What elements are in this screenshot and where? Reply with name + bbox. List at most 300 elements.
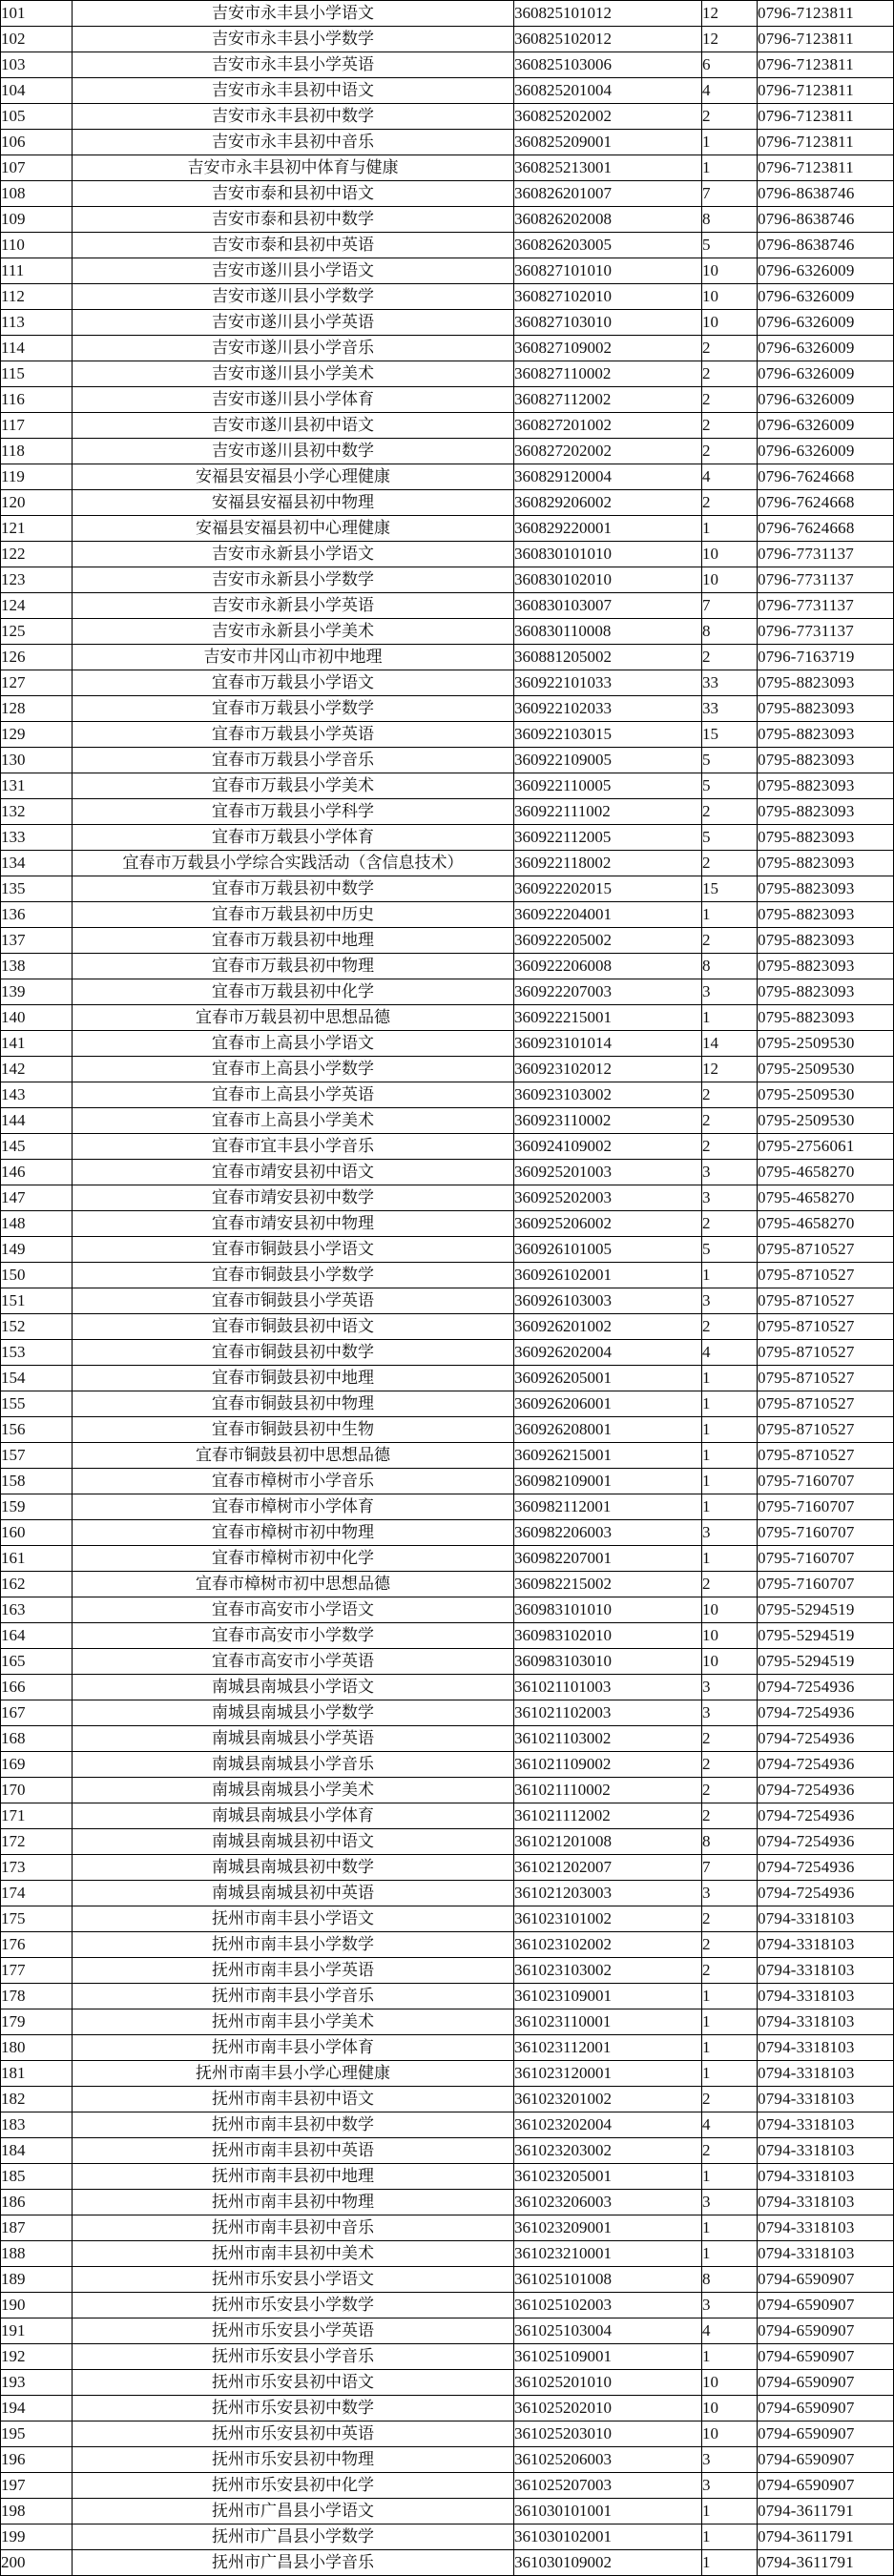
table-row — [1, 542, 894, 567]
table-row — [1, 1932, 894, 1958]
position-code: 360922111002 — [514, 799, 702, 825]
position-name: 宜春市万载县初中历史 — [73, 902, 514, 928]
hiring-count: 1 — [702, 516, 758, 542]
position-code: 361030102001 — [514, 2524, 702, 2550]
row-number: 117 — [1, 413, 73, 439]
table-row — [1, 567, 894, 593]
position-code: 360827112002 — [514, 387, 702, 413]
row-number: 191 — [1, 2318, 73, 2344]
row-number: 136 — [1, 902, 73, 928]
position-name: 抚州市广昌县小学数学 — [73, 2524, 514, 2550]
table-row — [1, 1881, 894, 1906]
row-number: 127 — [1, 670, 73, 696]
hiring-count: 10 — [702, 2370, 758, 2396]
table-row — [1, 2499, 894, 2524]
position-code: 361021101003 — [514, 1675, 702, 1700]
contact-phone: 0795-4658270 — [758, 1185, 894, 1211]
contact-phone: 0796-6326009 — [758, 258, 894, 284]
hiring-count: 15 — [702, 876, 758, 902]
contact-phone: 0795-8823093 — [758, 876, 894, 902]
position-name: 抚州市南丰县初中地理 — [73, 2164, 514, 2190]
hiring-count: 10 — [702, 542, 758, 567]
contact-phone: 0794-6590907 — [758, 2447, 894, 2473]
position-code: 360825201004 — [514, 78, 702, 104]
row-number: 182 — [1, 2087, 73, 2112]
hiring-count: 2 — [702, 1906, 758, 1932]
table-row — [1, 387, 894, 413]
contact-phone: 0795-8823093 — [758, 954, 894, 979]
contact-phone: 0796-7624668 — [758, 490, 894, 516]
contact-phone: 0795-7160707 — [758, 1546, 894, 1572]
row-number: 140 — [1, 1005, 73, 1031]
contact-phone: 0795-8823093 — [758, 748, 894, 773]
hiring-count: 4 — [702, 78, 758, 104]
position-code: 360926101005 — [514, 1237, 702, 1263]
table-row — [1, 233, 894, 258]
position-name: 抚州市南丰县小学美术 — [73, 2009, 514, 2035]
position-name: 吉安市永新县小学数学 — [73, 567, 514, 593]
position-name: 抚州市南丰县初中美术 — [73, 2241, 514, 2267]
position-code: 360826202008 — [514, 207, 702, 233]
contact-phone: 0796-6326009 — [758, 413, 894, 439]
table-row — [1, 1623, 894, 1649]
contact-phone: 0795-8710527 — [758, 1417, 894, 1443]
hiring-count: 2 — [702, 851, 758, 876]
table-row — [1, 2112, 894, 2138]
contact-phone: 0795-2509530 — [758, 1082, 894, 1108]
position-code: 360825103006 — [514, 52, 702, 78]
table-row — [1, 27, 894, 52]
table-row — [1, 1057, 894, 1082]
contact-phone: 0795-8710527 — [758, 1391, 894, 1417]
row-number: 128 — [1, 696, 73, 722]
hiring-count: 3 — [702, 1288, 758, 1314]
position-name: 宜春市万载县小学语文 — [73, 670, 514, 696]
contact-phone: 0796-7123811 — [758, 130, 894, 155]
position-name: 南城县南城县小学美术 — [73, 1778, 514, 1803]
table-row — [1, 722, 894, 748]
row-number: 158 — [1, 1469, 73, 1494]
position-name: 南城县南城县小学语文 — [73, 1675, 514, 1700]
position-name: 吉安市泰和县初中数学 — [73, 207, 514, 233]
table-row — [1, 78, 894, 104]
position-code: 361025203010 — [514, 2421, 702, 2447]
table-row — [1, 2344, 894, 2370]
contact-phone: 0794-6590907 — [758, 2267, 894, 2293]
table-row — [1, 258, 894, 284]
table-row — [1, 1134, 894, 1160]
position-code: 361023203002 — [514, 2138, 702, 2164]
row-number: 123 — [1, 567, 73, 593]
hiring-count: 1 — [702, 2164, 758, 2190]
position-name: 抚州市乐安县初中化学 — [73, 2473, 514, 2499]
table-row — [1, 2293, 894, 2318]
row-number: 147 — [1, 1185, 73, 1211]
position-code: 361025201010 — [514, 2370, 702, 2396]
row-number: 104 — [1, 78, 73, 104]
table-row — [1, 2370, 894, 2396]
row-number: 183 — [1, 2112, 73, 2138]
contact-phone: 0796-7123811 — [758, 78, 894, 104]
contact-phone: 0794-3318103 — [758, 2190, 894, 2215]
table-row — [1, 1984, 894, 2009]
position-name: 吉安市遂川县小学语文 — [73, 258, 514, 284]
table-row — [1, 490, 894, 516]
table-row — [1, 2267, 894, 2293]
contact-phone: 0794-3318103 — [758, 2241, 894, 2267]
position-code: 360983102010 — [514, 1623, 702, 1649]
position-code: 360983101010 — [514, 1597, 702, 1623]
position-code: 360922205002 — [514, 928, 702, 954]
position-name: 吉安市遂川县小学数学 — [73, 284, 514, 310]
table-row — [1, 1288, 894, 1314]
position-name: 吉安市永新县小学英语 — [73, 593, 514, 619]
row-number: 131 — [1, 773, 73, 799]
row-number: 107 — [1, 155, 73, 181]
row-number: 173 — [1, 1855, 73, 1881]
contact-phone: 0795-2756061 — [758, 1134, 894, 1160]
hiring-count: 10 — [702, 567, 758, 593]
row-number: 168 — [1, 1726, 73, 1752]
contact-phone: 0794-3611791 — [758, 2524, 894, 2550]
position-name: 宜春市万载县小学数学 — [73, 696, 514, 722]
contact-phone: 0795-8710527 — [758, 1340, 894, 1366]
row-number: 129 — [1, 722, 73, 748]
row-number: 179 — [1, 2009, 73, 2035]
hiring-count: 2 — [702, 439, 758, 464]
table-row — [1, 1803, 894, 1829]
position-name: 抚州市南丰县小学音乐 — [73, 1984, 514, 2009]
table-row — [1, 1, 894, 27]
table-row — [1, 1572, 894, 1597]
position-code: 361025109001 — [514, 2344, 702, 2370]
position-name: 吉安市永丰县初中语文 — [73, 78, 514, 104]
position-name: 吉安市永丰县初中音乐 — [73, 130, 514, 155]
hiring-count: 5 — [702, 748, 758, 773]
contact-phone: 0795-4658270 — [758, 1211, 894, 1237]
position-code: 360826201007 — [514, 181, 702, 207]
position-code: 360926103003 — [514, 1288, 702, 1314]
position-code: 360982207001 — [514, 1546, 702, 1572]
position-code: 361030101001 — [514, 2499, 702, 2524]
position-name: 吉安市永丰县初中体育与健康 — [73, 155, 514, 181]
row-number: 113 — [1, 310, 73, 336]
position-code: 360830102010 — [514, 567, 702, 593]
contact-phone: 0796-7731137 — [758, 542, 894, 567]
hiring-count: 3 — [702, 2473, 758, 2499]
hiring-count: 8 — [702, 954, 758, 979]
row-number: 188 — [1, 2241, 73, 2267]
hiring-count: 2 — [702, 1211, 758, 1237]
row-number: 110 — [1, 233, 73, 258]
hiring-count: 5 — [702, 1237, 758, 1263]
contact-phone: 0796-8638746 — [758, 233, 894, 258]
contact-phone: 0795-8823093 — [758, 799, 894, 825]
contact-phone: 0794-6590907 — [758, 2396, 894, 2421]
contact-phone: 0796-7123811 — [758, 155, 894, 181]
position-code: 360825213001 — [514, 155, 702, 181]
row-number: 102 — [1, 27, 73, 52]
contact-phone: 0795-8710527 — [758, 1288, 894, 1314]
hiring-count: 10 — [702, 284, 758, 310]
table-row — [1, 464, 894, 490]
position-code: 360827202002 — [514, 439, 702, 464]
hiring-count: 3 — [702, 2293, 758, 2318]
contact-phone: 0795-8823093 — [758, 773, 894, 799]
row-number: 180 — [1, 2035, 73, 2061]
position-code: 360826203005 — [514, 233, 702, 258]
table-row — [1, 1417, 894, 1443]
hiring-count: 14 — [702, 1031, 758, 1057]
row-number: 125 — [1, 619, 73, 645]
position-code: 360926102001 — [514, 1263, 702, 1288]
contact-phone: 0794-6590907 — [758, 2293, 894, 2318]
position-name: 宜春市万载县小学音乐 — [73, 748, 514, 773]
row-number: 199 — [1, 2524, 73, 2550]
position-code: 360922118002 — [514, 851, 702, 876]
position-name: 抚州市乐安县初中物理 — [73, 2447, 514, 2473]
contact-phone: 0795-8823093 — [758, 1005, 894, 1031]
position-name: 抚州市乐安县初中英语 — [73, 2421, 514, 2447]
position-name: 宜春市上高县小学英语 — [73, 1082, 514, 1108]
row-number: 151 — [1, 1288, 73, 1314]
position-name: 宜春市万载县小学英语 — [73, 722, 514, 748]
hiring-count: 2 — [702, 2138, 758, 2164]
position-name: 宜春市铜鼓县初中地理 — [73, 1366, 514, 1391]
table-row — [1, 876, 894, 902]
position-code: 360825101012 — [514, 1, 702, 27]
contact-phone: 0794-3611791 — [758, 2499, 894, 2524]
hiring-count: 12 — [702, 1, 758, 27]
table-row — [1, 2473, 894, 2499]
row-number: 103 — [1, 52, 73, 78]
contact-phone: 0796-7731137 — [758, 619, 894, 645]
hiring-count: 2 — [702, 387, 758, 413]
hiring-count: 2 — [702, 490, 758, 516]
hiring-count: 1 — [702, 1366, 758, 1391]
contact-phone: 0794-3318103 — [758, 2215, 894, 2241]
position-code: 360982112001 — [514, 1494, 702, 1520]
hiring-count: 1 — [702, 1546, 758, 1572]
hiring-count: 2 — [702, 1726, 758, 1752]
table-row — [1, 1829, 894, 1855]
row-number: 146 — [1, 1160, 73, 1185]
position-code: 360829120004 — [514, 464, 702, 490]
row-number: 130 — [1, 748, 73, 773]
row-number: 189 — [1, 2267, 73, 2293]
position-code: 361023205001 — [514, 2164, 702, 2190]
contact-phone: 0795-8710527 — [758, 1443, 894, 1469]
contact-phone: 0796-8638746 — [758, 181, 894, 207]
contact-phone: 0796-6326009 — [758, 387, 894, 413]
contact-phone: 0794-3318103 — [758, 2138, 894, 2164]
hiring-count: 2 — [702, 928, 758, 954]
hiring-count: 12 — [702, 1057, 758, 1082]
position-code: 360881205002 — [514, 645, 702, 670]
contact-phone: 0795-5294519 — [758, 1649, 894, 1675]
hiring-count: 1 — [702, 155, 758, 181]
position-name: 抚州市乐安县小学语文 — [73, 2267, 514, 2293]
hiring-count: 8 — [702, 2267, 758, 2293]
row-number: 190 — [1, 2293, 73, 2318]
contact-phone: 0794-7254936 — [758, 1855, 894, 1881]
table-row — [1, 645, 894, 670]
table-row — [1, 52, 894, 78]
row-number: 148 — [1, 1211, 73, 1237]
hiring-count: 1 — [702, 2061, 758, 2087]
row-number: 177 — [1, 1958, 73, 1984]
position-name: 吉安市泰和县初中英语 — [73, 233, 514, 258]
hiring-count: 2 — [702, 336, 758, 361]
table-row — [1, 104, 894, 130]
position-code: 360924109002 — [514, 1134, 702, 1160]
position-code: 360827110002 — [514, 361, 702, 387]
hiring-count: 1 — [702, 2524, 758, 2550]
row-number: 134 — [1, 851, 73, 876]
position-name: 吉安市遂川县小学音乐 — [73, 336, 514, 361]
hiring-count: 1 — [702, 130, 758, 155]
row-number: 108 — [1, 181, 73, 207]
position-name: 宜春市铜鼓县小学英语 — [73, 1288, 514, 1314]
table-row — [1, 2190, 894, 2215]
hiring-count: 1 — [702, 2215, 758, 2241]
position-name: 宜春市靖安县初中数学 — [73, 1185, 514, 1211]
row-number: 193 — [1, 2370, 73, 2396]
row-number: 164 — [1, 1623, 73, 1649]
contact-phone: 0796-6326009 — [758, 336, 894, 361]
contact-phone: 0795-8710527 — [758, 1366, 894, 1391]
table-row — [1, 284, 894, 310]
table-row — [1, 1340, 894, 1366]
hiring-count: 7 — [702, 1855, 758, 1881]
row-number: 166 — [1, 1675, 73, 1700]
position-code: 360827201002 — [514, 413, 702, 439]
table-row — [1, 361, 894, 387]
table-row — [1, 1649, 894, 1675]
hiring-count: 1 — [702, 902, 758, 928]
table-row — [1, 2138, 894, 2164]
table-row — [1, 181, 894, 207]
position-code: 360830103007 — [514, 593, 702, 619]
position-code: 360922206008 — [514, 954, 702, 979]
table-row — [1, 1752, 894, 1778]
position-name: 抚州市广昌县小学音乐 — [73, 2550, 514, 2576]
row-number: 163 — [1, 1597, 73, 1623]
row-number: 170 — [1, 1778, 73, 1803]
row-number: 200 — [1, 2550, 73, 2576]
position-name: 宜春市上高县小学美术 — [73, 1108, 514, 1134]
hiring-count: 8 — [702, 1829, 758, 1855]
contact-phone: 0795-5294519 — [758, 1623, 894, 1649]
row-number: 160 — [1, 1520, 73, 1546]
hiring-count: 1 — [702, 2035, 758, 2061]
hiring-count: 4 — [702, 464, 758, 490]
row-number: 109 — [1, 207, 73, 233]
table-row — [1, 1237, 894, 1263]
position-code: 361021102003 — [514, 1700, 702, 1726]
position-name: 宜春市万载县初中地理 — [73, 928, 514, 954]
position-name: 抚州市乐安县初中语文 — [73, 2370, 514, 2396]
hiring-count: 3 — [702, 1700, 758, 1726]
hiring-count: 2 — [702, 361, 758, 387]
position-name: 宜春市万载县初中思想品德 — [73, 1005, 514, 1031]
position-name: 宜春市樟树市小学体育 — [73, 1494, 514, 1520]
hiring-count: 3 — [702, 2190, 758, 2215]
contact-phone: 0795-8823093 — [758, 979, 894, 1005]
row-number: 145 — [1, 1134, 73, 1160]
hiring-count: 3 — [702, 1520, 758, 1546]
hiring-count: 2 — [702, 1134, 758, 1160]
hiring-count: 8 — [702, 619, 758, 645]
position-code: 360922112005 — [514, 825, 702, 851]
position-name: 宜春市樟树市小学音乐 — [73, 1469, 514, 1494]
position-code: 360825202002 — [514, 104, 702, 130]
contact-phone: 0794-7254936 — [758, 1829, 894, 1855]
row-number: 122 — [1, 542, 73, 567]
position-name: 南城县南城县初中语文 — [73, 1829, 514, 1855]
row-number: 150 — [1, 1263, 73, 1288]
row-number: 165 — [1, 1649, 73, 1675]
hiring-count: 3 — [702, 1160, 758, 1185]
hiring-count: 2 — [702, 799, 758, 825]
position-code: 361023102002 — [514, 1932, 702, 1958]
hiring-count: 6 — [702, 52, 758, 78]
contact-phone: 0795-8823093 — [758, 825, 894, 851]
position-code: 360923101014 — [514, 1031, 702, 1057]
position-code: 360827102010 — [514, 284, 702, 310]
row-number: 116 — [1, 387, 73, 413]
contact-phone: 0794-7254936 — [758, 1675, 894, 1700]
contact-phone: 0795-8823093 — [758, 670, 894, 696]
position-name: 安福县安福县初中物理 — [73, 490, 514, 516]
hiring-count: 2 — [702, 1803, 758, 1829]
contact-phone: 0795-8710527 — [758, 1263, 894, 1288]
row-number: 175 — [1, 1906, 73, 1932]
hiring-count: 1 — [702, 2550, 758, 2576]
table-row — [1, 1391, 894, 1417]
hiring-count: 1 — [702, 1469, 758, 1494]
row-number: 119 — [1, 464, 73, 490]
position-name: 吉安市遂川县初中语文 — [73, 413, 514, 439]
contact-phone: 0795-7160707 — [758, 1469, 894, 1494]
position-code: 360922202015 — [514, 876, 702, 902]
position-name: 抚州市南丰县小学心理健康 — [73, 2061, 514, 2087]
hiring-count: 10 — [702, 2396, 758, 2421]
table-row — [1, 1031, 894, 1057]
position-code: 361023201002 — [514, 2087, 702, 2112]
row-number: 185 — [1, 2164, 73, 2190]
contact-phone: 0796-6326009 — [758, 439, 894, 464]
contact-phone: 0794-3318103 — [758, 2035, 894, 2061]
hiring-count: 7 — [702, 181, 758, 207]
hiring-count: 1 — [702, 2241, 758, 2267]
row-number: 159 — [1, 1494, 73, 1520]
position-code: 360825102012 — [514, 27, 702, 52]
hiring-count: 2 — [702, 1752, 758, 1778]
contact-phone: 0796-7163719 — [758, 645, 894, 670]
hiring-count: 5 — [702, 233, 758, 258]
table-row — [1, 954, 894, 979]
position-code: 361023112001 — [514, 2035, 702, 2061]
row-number: 101 — [1, 1, 73, 27]
table-row — [1, 696, 894, 722]
hiring-count: 2 — [702, 1572, 758, 1597]
hiring-count: 1 — [702, 2344, 758, 2370]
contact-phone: 0794-7254936 — [758, 1778, 894, 1803]
row-number: 192 — [1, 2344, 73, 2370]
table-row — [1, 928, 894, 954]
hiring-count: 2 — [702, 2087, 758, 2112]
